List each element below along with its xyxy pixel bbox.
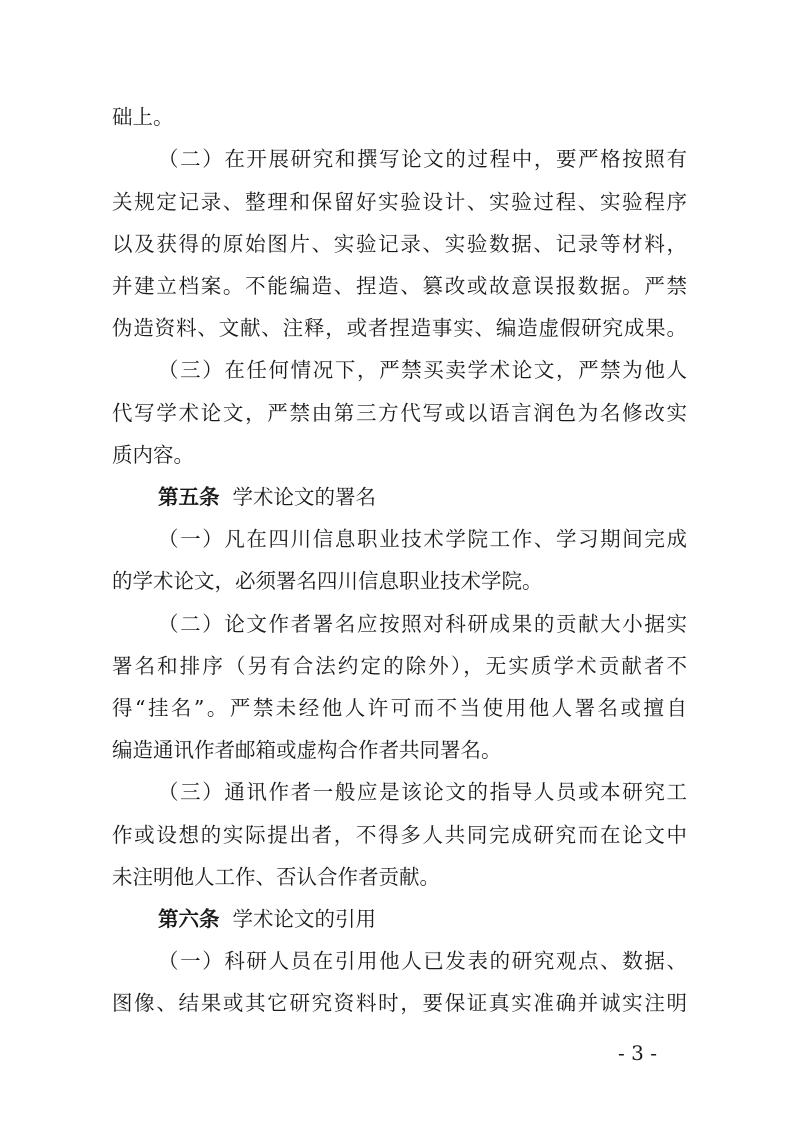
body-line: 图像、结果或其它研究资料时，要保证真实准确并诚实注明 bbox=[112, 991, 687, 1015]
body-line: （一）科研人员在引用他人已发表的研究观点、数据、 bbox=[158, 949, 687, 973]
body-line: 作或设想的实际提出者，不得多人共同完成研究而在论文中 bbox=[112, 823, 687, 847]
body-line: 以及获得的原始图片、实验记录、实验数据、记录等材料， bbox=[112, 232, 687, 256]
body-line: 编造通讯作者邮箱或虚构合作者共同署名。 bbox=[112, 738, 502, 762]
article-label: 第五条 bbox=[158, 485, 220, 509]
body-line: （二）在开展研究和撰写论文的过程中，要严格按照有 bbox=[158, 147, 687, 171]
article-title: 学术论文的署名 bbox=[232, 485, 377, 509]
body-line: 础上。 bbox=[112, 105, 174, 129]
body-line: 的学术论文，必须署名四川信息职业技术学院。 bbox=[112, 569, 543, 593]
body-line: 署名和排序（另有合法约定的除外），无实质学术贡献者不 bbox=[112, 654, 687, 678]
body-line: 代写学术论文，严禁由第三方代写或以语言润色为名修改实 bbox=[112, 401, 687, 425]
body-line: 并建立档案。不能编造、捏造、篡改或故意误报数据。严禁 bbox=[112, 274, 687, 298]
body-line: 伪造资料、文献、注释，或者捏造事实、编造虚假研究成果。 bbox=[112, 316, 687, 340]
article-title: 学术论文的引用 bbox=[232, 907, 377, 931]
article-heading-5 bbox=[158, 484, 687, 510]
body-line: 得“挂名”。严禁未经他人许可而不当使用他人署名或擅自 bbox=[112, 696, 687, 720]
body-line: 未注明他人工作、否认合作者贡献。 bbox=[112, 865, 440, 889]
body-line: （三）通讯作者一般应是该论文的指导人员或本研究工 bbox=[158, 780, 687, 804]
body-line: （一）凡在四川信息职业技术学院工作、学习期间完成 bbox=[158, 527, 687, 551]
body-line: （二）论文作者署名应按照对科研成果的贡献大小据实 bbox=[158, 612, 687, 636]
body-line: （三）在任何情况下，严禁买卖学术论文，严禁为他人 bbox=[158, 358, 687, 382]
article-heading-6 bbox=[158, 906, 687, 932]
article-label: 第六条 bbox=[158, 907, 220, 931]
body-line: 关规定记录、整理和保留好实验设计、实验过程、实验程序 bbox=[112, 190, 687, 214]
page-number: - 3 - bbox=[618, 1041, 657, 1065]
body-line: 质内容。 bbox=[112, 443, 194, 467]
